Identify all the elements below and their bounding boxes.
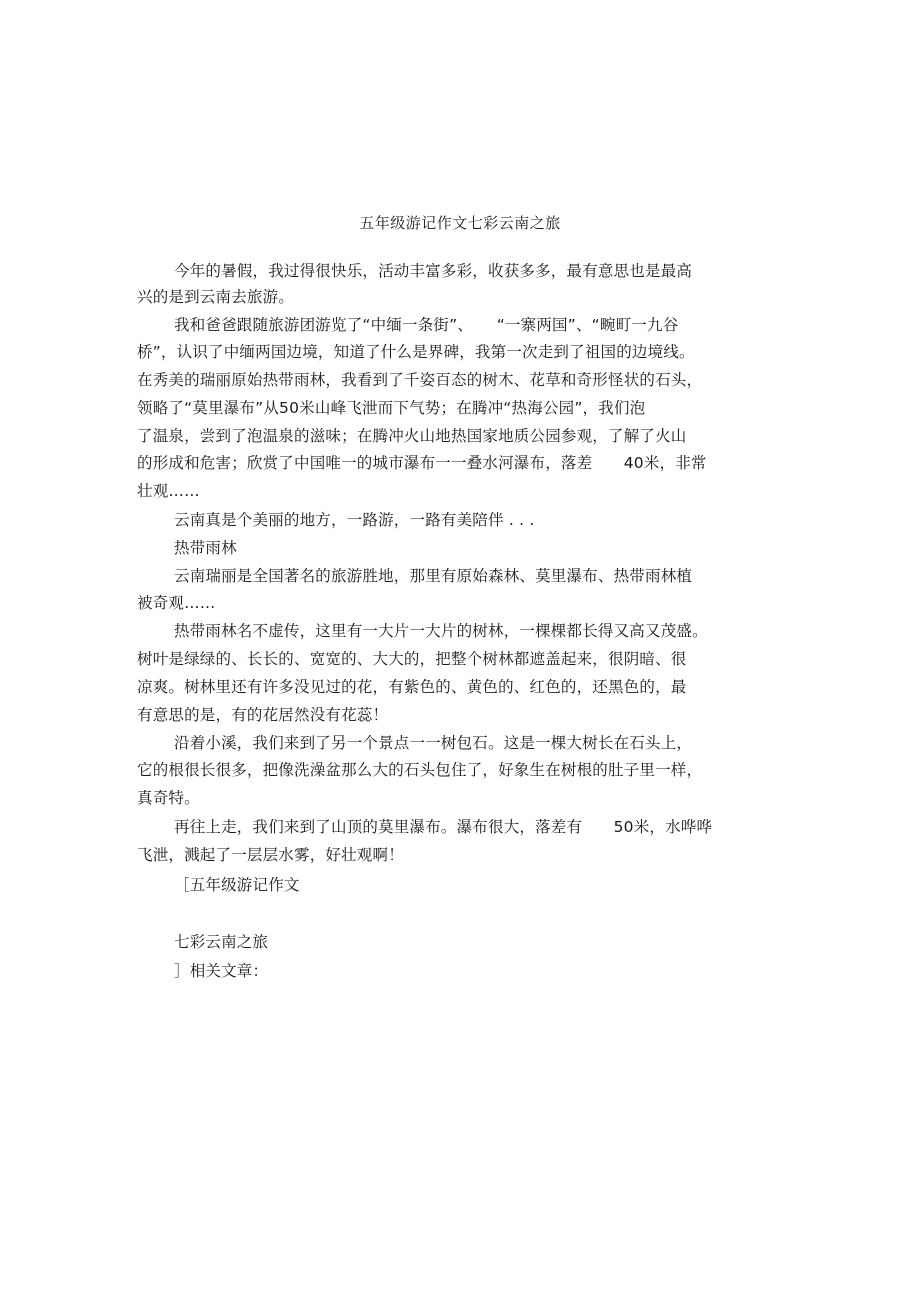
text-line: 了温泉，尝到了泡温泉的滋味；在腾冲火山地热国家地质公园参观，了解了火山	[137, 427, 687, 445]
text-line: 真奇特。	[137, 789, 200, 807]
text-line: 云南真是个美丽的地方，一路游，一路有美陪伴 . . .	[174, 511, 535, 529]
text-line: 云南瑞丽是全国著名的旅游胜地，那里有原始森林、莫里瀑布、热带雨林植	[174, 567, 693, 585]
section-heading: 热带雨林	[174, 539, 237, 557]
text-line: 领略了“莫里瀑布”从50米山峰飞泄而下气势；在腾冲“热海公园”，我们泡	[137, 399, 646, 417]
text-line: ［五年级游记作文	[174, 876, 300, 894]
text-line: 它的根很长很多，把像洗澡盆那么大的石头包住了，好象生在树根的肚子里一样，	[137, 761, 703, 779]
text-line: 七彩云南之旅	[174, 933, 269, 951]
text-line: 我和爸爸跟随旅游团游览了“中缅一条街”、 “一寨两国”、“畹町一九谷	[174, 316, 679, 334]
text-line: 今年的暑假，我过得很快乐，活动丰富多彩，收获多多，最有意思也是最高	[174, 262, 693, 280]
text-line: 有意思的是，有的花居然没有花蕊！	[137, 706, 389, 724]
text-line: 飞泄，溅起了一层层水雾，好壮观啊！	[137, 846, 404, 864]
text-line: 的形成和危害；欣赏了中国唯一的城市瀑布一一叠水河瀑布，落差 40米，非常	[137, 454, 707, 472]
text-line: 壮观……	[137, 482, 200, 500]
text-line: 被奇观……	[137, 594, 216, 612]
text-line: 兴的是到云南去旅游。	[137, 288, 295, 306]
text-line: 再往上走，我们来到了山顶的莫里瀑布。瀑布很大，落差有 50米，水哗哗	[174, 818, 713, 836]
text-line: 桥”，认识了中缅两国边境，知道了什么是界碑，我第一次走到了祖国的边境线。	[137, 343, 695, 361]
document-title: 五年级游记作文七彩云南之旅	[359, 214, 561, 232]
related-articles-label: ］相关文章：	[174, 962, 269, 980]
text-line: 热带雨林名不虚传，这里有一大片一大片的树林，一棵棵都长得又高又茂盛。	[174, 622, 708, 640]
text-line: 凉爽。树林里还有许多没见过的花，有紫色的、黄色的、红色的，还黑色的，最	[137, 678, 687, 696]
text-line: 在秀美的瑞丽原始热带雨林，我看到了千姿百态的树木、花草和奇形怪状的石头，	[137, 371, 703, 389]
text-line: 沿着小溪，我们来到了另一个景点一一树包石。这是一棵大树长在石头上，	[174, 734, 693, 752]
text-line: 树叶是绿绿的、长长的、宽宽的、大大的，把整个树林都遮盖起来，很阴暗、很	[137, 650, 687, 668]
